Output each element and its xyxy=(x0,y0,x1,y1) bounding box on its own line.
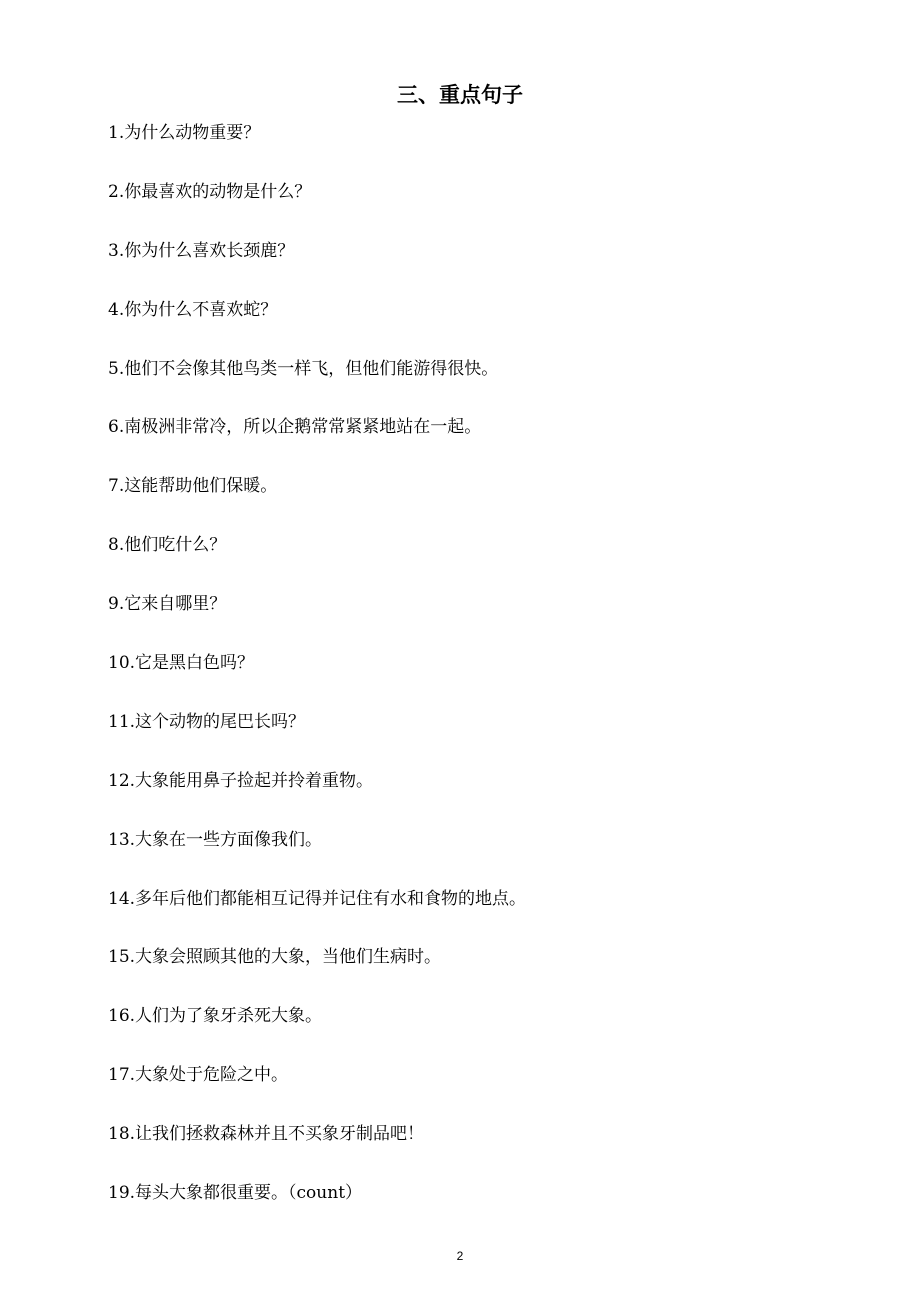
sentence-item: 2.你最喜欢的动物是什么？ xyxy=(108,181,312,202)
sentence-item: 18.让我们拯救森林并且不买象牙制品吧！ xyxy=(108,1124,425,1145)
section-title: 三、重点句子 xyxy=(397,83,523,107)
sentence-item: 17.大象处于危险之中。 xyxy=(108,1065,289,1086)
sentence-item: 7.这能帮助他们保暖。 xyxy=(108,476,278,497)
sentence-item: 3.你为什么喜欢长颈鹿？ xyxy=(108,240,295,261)
sentence-item: 12.大象能用鼻子捡起并拎着重物。 xyxy=(108,770,374,791)
sentence-item: 19.每头大象都很重要。（count） xyxy=(108,1183,363,1204)
sentence-item: 6.南极洲非常冷，所以企鹅常常紧紧地站在一起。 xyxy=(108,417,482,438)
sentence-item: 16.人们为了象牙杀死大象。 xyxy=(108,1006,323,1027)
sentence-item: 13.大象在一些方面像我们。 xyxy=(108,829,323,850)
sentence-list xyxy=(108,118,868,1237)
sentence-item: 11.这个动物的尾巴长吗？ xyxy=(108,711,306,732)
sentence-item: 4.你为什么不喜欢蛇？ xyxy=(108,299,278,320)
sentence-item: 1.为什么动物重要？ xyxy=(108,123,261,143)
sentence-item: 10.它是黑白色吗？ xyxy=(108,653,255,674)
page-number: 2 xyxy=(456,1249,464,1263)
sentence-item: 8.他们吃什么？ xyxy=(108,535,227,556)
sentence-item: 15.大象会照顾其他的大象，当他们生病时。 xyxy=(108,947,442,968)
sentence-item: 5.他们不会像其他鸟类一样飞，但他们能游得很快。 xyxy=(108,358,499,379)
sentence-item: 14.多年后他们都能相互记得并记住有水和食物的地点。 xyxy=(108,888,527,909)
sentence-item: 9.它来自哪里？ xyxy=(108,594,227,615)
